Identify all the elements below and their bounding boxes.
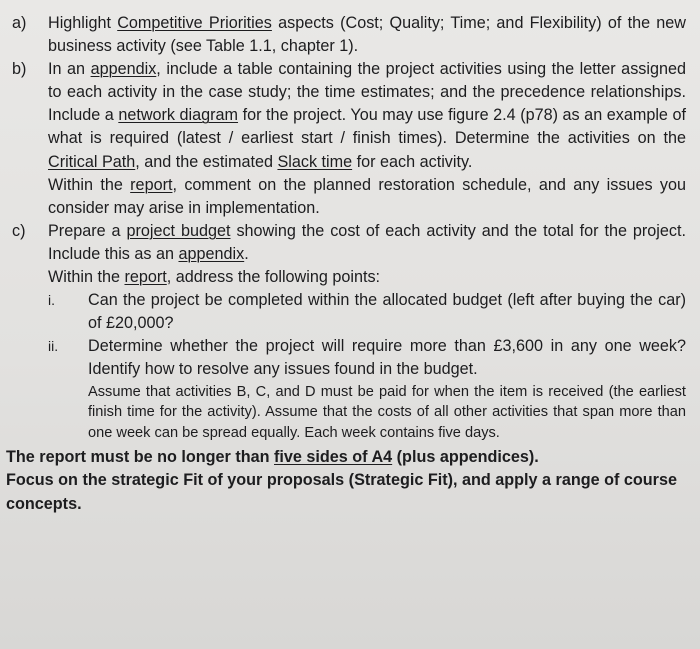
footer-line-2: Focus on the strategic Fit of your proposals (Strategic Fit), and apply a range of course concepts. xyxy=(6,471,677,513)
item-c-text-2: showing the cost of each activity and the total for the project. Include this as an xyxy=(48,221,686,263)
sub-item-i xyxy=(48,289,686,335)
item-c-p2-text-1: Within the xyxy=(48,268,125,287)
item-a-text xyxy=(48,12,686,58)
item-c-paragraph-2 xyxy=(48,266,686,289)
footer-instructions xyxy=(6,446,686,516)
item-c-text-3: . xyxy=(244,244,249,263)
item-b-text-1: In an xyxy=(48,60,91,79)
item-c-text xyxy=(48,220,686,266)
item-b-text-5: for each activity. xyxy=(352,152,473,171)
slack-time-term: Slack time xyxy=(277,152,353,171)
critical-path-term: Critical Path xyxy=(48,152,136,171)
appendix-term-2: appendix xyxy=(178,244,245,263)
footer-line-1-text-1: The report must be no longer than xyxy=(6,447,275,466)
five-sides-term: five sides of A4 xyxy=(274,447,393,466)
item-c-p2-text-2: , address the following points: xyxy=(166,268,381,287)
sub-item-i-marker: i. xyxy=(48,292,55,309)
network-diagram-term: network diagram xyxy=(118,106,239,125)
competitive-priorities-term: Competitive Priorities xyxy=(117,14,272,32)
item-b-text-2: , include a table containing the project activities using the letter assigned to each activity in the case study; the time estimates; and the precedence relationships. Include a xyxy=(48,60,686,125)
item-a xyxy=(12,12,686,58)
sub-item-ii-text: Determine whether the project will require more than £3,600 in any one week? Identify how to resolve any issues found in the budget. xyxy=(88,337,686,379)
item-b-marker: b) xyxy=(12,60,27,79)
item-c-marker: c) xyxy=(12,221,26,240)
project-budget-term: project budget xyxy=(126,221,231,240)
item-b-text-3: for the project. You may use figure 2.4 (p78) as an example of what is required (latest / earliest start / finish times). Determine the activities on the xyxy=(48,106,686,148)
sub-item-ii-marker: ii. xyxy=(48,338,59,355)
item-b-text-4: , and the estimated xyxy=(135,152,278,171)
sub-item-ii xyxy=(48,335,686,444)
item-a-text-2: aspects (Cost; Quality; Time; and Flexibility) of the new business activity (see Table 1.1, chapter 1). xyxy=(48,14,686,56)
report-term-2: report xyxy=(124,268,167,287)
sub-item-ii-assumptions: Assume that activities B, C, and D must be paid for when the item is received (the earliest finish time for the activity). Assume that the costs of all other activities that span more than one week can be spread equally. Each week contains five days. xyxy=(88,383,686,442)
sub-item-ii-body xyxy=(88,335,686,444)
item-b-paragraph-2 xyxy=(48,174,686,220)
sub-item-i-text: Can the project be completed within the allocated budget (left after buying the car) of £20,000? xyxy=(88,291,686,333)
report-term: report xyxy=(130,175,173,194)
appendix-term: appendix xyxy=(90,60,157,79)
item-b xyxy=(12,58,686,173)
item-a-text-1: Highlight xyxy=(48,14,118,32)
item-b-p2-text-1: Within the xyxy=(48,175,131,194)
footer-line-1-text-2: (plus appendices). xyxy=(392,447,539,466)
item-b-p2-text-2: , comment on the planned restoration schedule, and any issues you consider may arise in implementation. xyxy=(48,175,686,217)
item-b-text xyxy=(48,58,686,173)
item-a-marker: a) xyxy=(12,14,27,32)
footer-line-1 xyxy=(6,446,686,469)
item-c xyxy=(12,220,686,266)
item-c-text-1: Prepare a xyxy=(48,221,127,240)
